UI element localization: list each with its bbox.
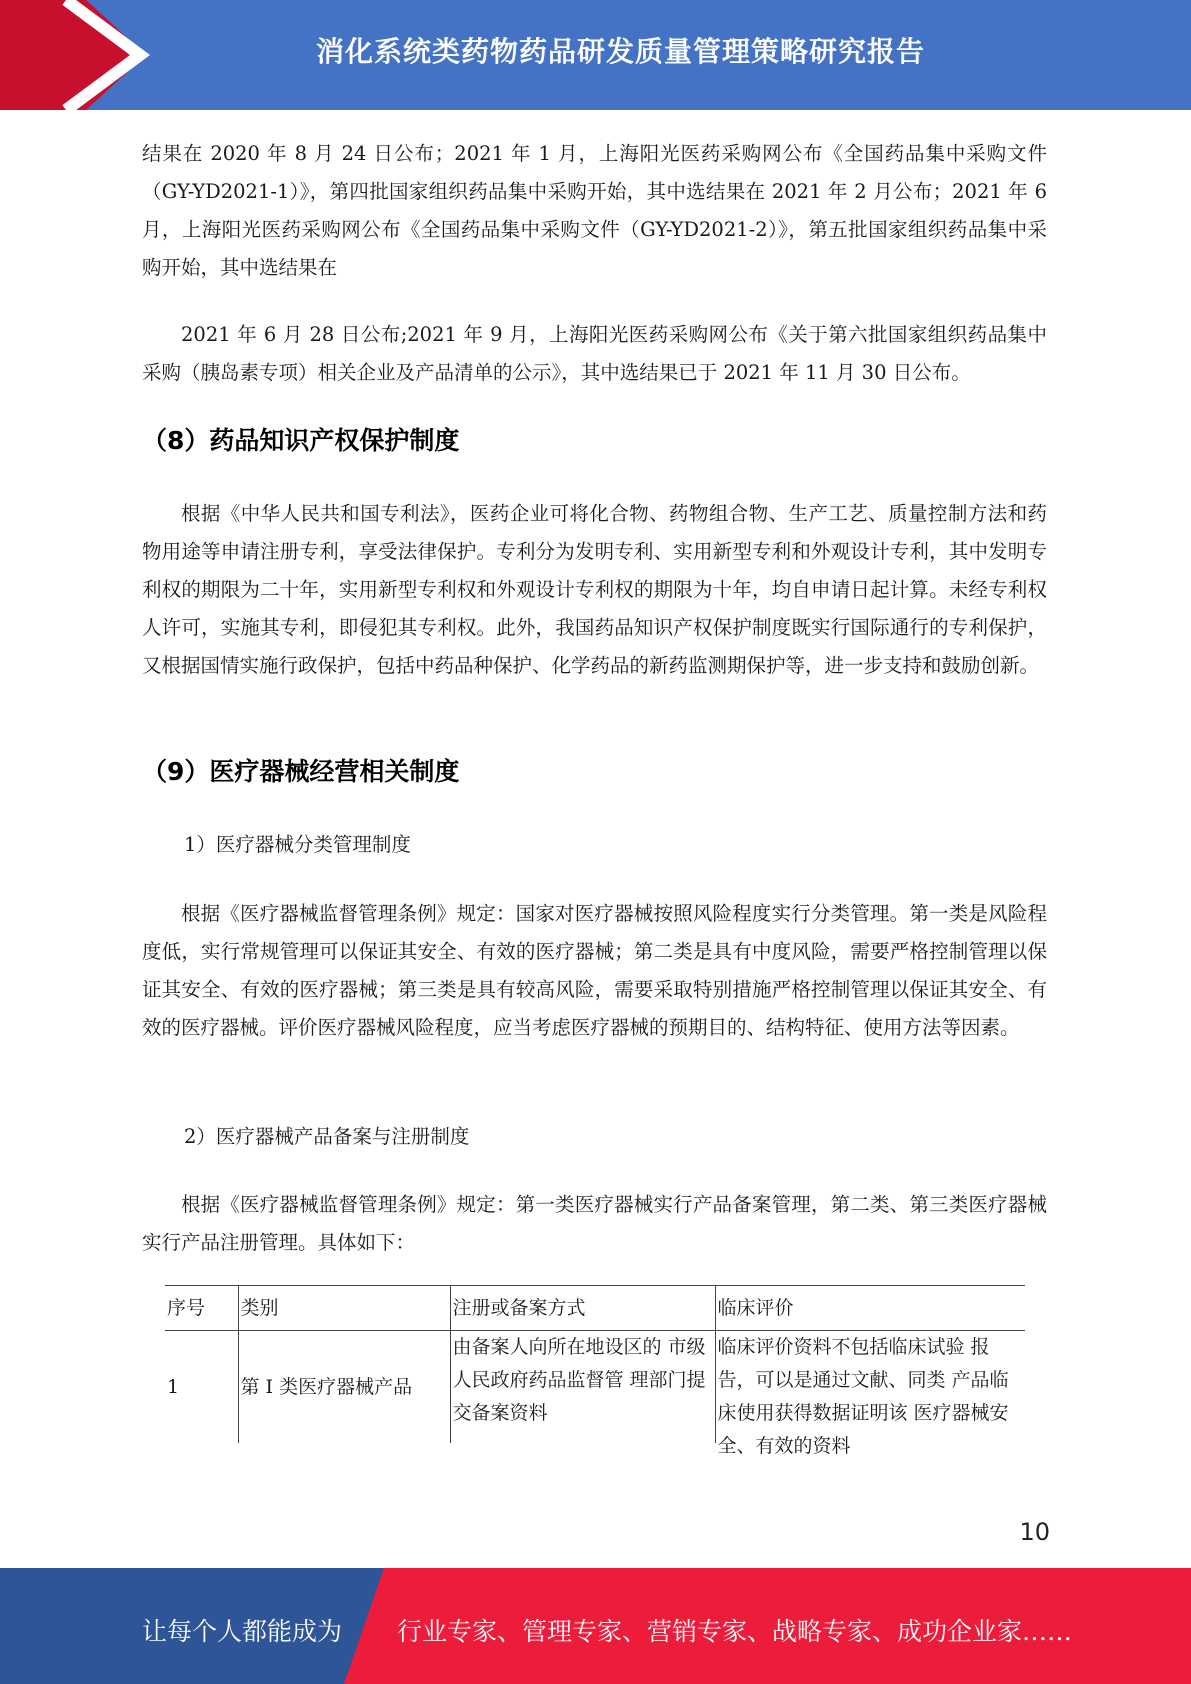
footer-slogan-right: 行业专家、管理专家、营销专家、战略专家、成功企业家…… <box>397 1617 1073 1646</box>
body-text-block <box>142 135 1047 287</box>
paragraph-device-classification: 根据《医疗器械监督管理条例》规定：国家对医疗器械按照风险程度实行分类管理。第一类是风险程度低，实行常规管理可以保证其安全、有效的医疗器械；第二类是具有中度风险，需要严格控制管理以保证其安全、有效的医疗器械；第三类是具有较高风险，需要采取特别措施严格控制管理以保证其安全、有效的医疗器械。评价医疗器械风险程度，应当考虑医疗器械的预期目的、结构特征、使用方法等因素。 <box>142 902 1047 1039</box>
column-header: 类别 <box>238 1286 450 1331</box>
paragraph-patent-law: 根据《中华人民共和国专利法》，医药企业可将化合物、药物组合物、生产工艺、质量控制方法和药物用途等申请注册专利，享受法律保护。专利分为发明专利、实用新型专利和外观设计专利，其中发明专利权的期限为二十年，实用新型专利权和外观设计专利权的期限为十年，均自申请日起计算。未经专利权人许可，实施其专利，即侵犯其专利权。此外，我国药品知识产权保护制度既实行国际通行的专利保护，又根据国情实施行政保护，包括中药品种保护、化学药品的新药监测期保护等，进一步支持和鼓励创新。 <box>142 502 1047 677</box>
subheading-registration: 2）医疗器械产品备案与注册制度 <box>184 1125 470 1148</box>
section-heading-ip-protection: （8）药品知识产权保护制度 <box>142 426 460 455</box>
page-header-title: 消化系统类药物药品研发质量管理策略研究报告 <box>315 35 925 68</box>
table-cell-index: 1 <box>167 1375 180 1398</box>
paragraph-procurement-results: 2021 年 6 月 28 日公布;2021 年 9 月，上海阳光医药采购网公布《关于第六批国家组织药品集中采购（胰岛素专项）相关企业及产品清单的公示》，其中选结果已于 2021 年 11 月 30 日公布。 <box>142 323 1047 384</box>
table-cell-clinical <box>715 1331 1025 1457</box>
page-number: 10 <box>1019 1518 1050 1546</box>
section-heading-wrap <box>142 421 1047 457</box>
column-header: 注册或备案方式 <box>450 1286 715 1331</box>
table-cell-category: 第 I 类医疗器械产品 <box>238 1331 450 1444</box>
header-band <box>0 0 1191 110</box>
subheading-wrap <box>142 1121 1047 1149</box>
footer-slogan-left: 让每个人都能成为 <box>142 1617 343 1646</box>
registration-table <box>165 1285 1025 1457</box>
body-text-block <box>142 316 1047 392</box>
table-cell-method <box>450 1331 715 1444</box>
body-text-block <box>142 495 1047 685</box>
table-row <box>165 1331 1025 1444</box>
paragraph-registration-intro: 根据《医疗器械监督管理条例》规定：第一类医疗器械实行产品备案管理，第二类、第三类医疗器械实行产品注册管理。具体如下： <box>142 1193 1047 1254</box>
paragraph-procurement-continued: 结果在 2020 年 8 月 24 日公布；2021 年 1 月，上海阳光医药采购网公布《全国药品集中采购文件（GY-YD2021-1）》，第四批国家组织药品集中采购开始，其中选结果在 2021 年 2 月公布；2021 年 6 月，上海阳光医药采购网公布《全国药品集中采购文件（GY-YD2021-2）》，第五批国家组织药品集中采购开始，其中选结果在 <box>142 142 1047 279</box>
body-text-block <box>142 895 1047 1047</box>
subheading-wrap <box>142 829 1047 857</box>
column-header: 序号 <box>167 1296 206 1319</box>
section-heading-medical-device: （9）医疗器械经营相关制度 <box>142 757 460 786</box>
footer-band <box>0 1568 1191 1684</box>
method-text: 由备案人向所在地设区的 市级人民政府药品监督管 理部门提交备案资料 <box>452 1336 706 1424</box>
subheading-classification: 1）医疗器械分类管理制度 <box>184 833 411 856</box>
table-header-row <box>165 1286 1025 1331</box>
clinical-text: 临床评价资料不包括临床试验 报告，可以是通过文献、同类 产品临床使用获得数据证明该 医疗器械安全、有效的资料 <box>717 1336 1009 1457</box>
section-heading-wrap <box>142 752 1047 788</box>
column-header: 临床评价 <box>715 1286 1025 1331</box>
body-text-block <box>142 1186 1047 1262</box>
